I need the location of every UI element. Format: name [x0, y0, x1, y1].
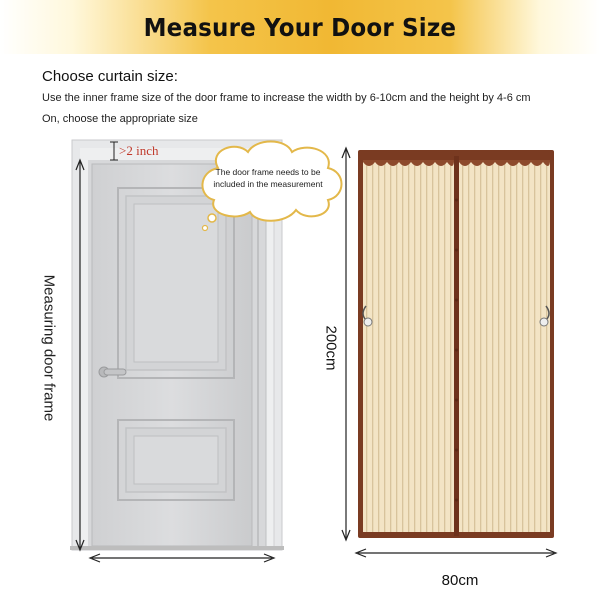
curtain-width-label: 80cm — [441, 572, 479, 589]
curtain-height-arrow — [342, 148, 350, 540]
intro-heading: Choose curtain size: — [42, 68, 178, 85]
door-handle-icon — [99, 367, 126, 377]
door-width-arrow — [90, 554, 274, 562]
door-frame-label: Measuring door frame — [40, 274, 58, 422]
intro-line-1: Use the inner frame size of the door frame to increase the width by 6-10cm and the height by 4-6 cm — [42, 92, 531, 104]
page-title: Measure Your Door Size — [143, 12, 457, 42]
curtain-left-panel — [363, 160, 454, 532]
curtain-width-arrow — [356, 549, 556, 557]
curtain-illustration — [358, 150, 554, 538]
curtain-height-label: 200cm — [322, 325, 340, 371]
callout-text: The door frame needs to be included in the measurement — [213, 167, 323, 189]
curtain-right-panel — [459, 160, 550, 532]
inch-label: >2 inch — [119, 143, 159, 158]
intro-line-2: On, choose the appropriate size — [42, 113, 198, 125]
